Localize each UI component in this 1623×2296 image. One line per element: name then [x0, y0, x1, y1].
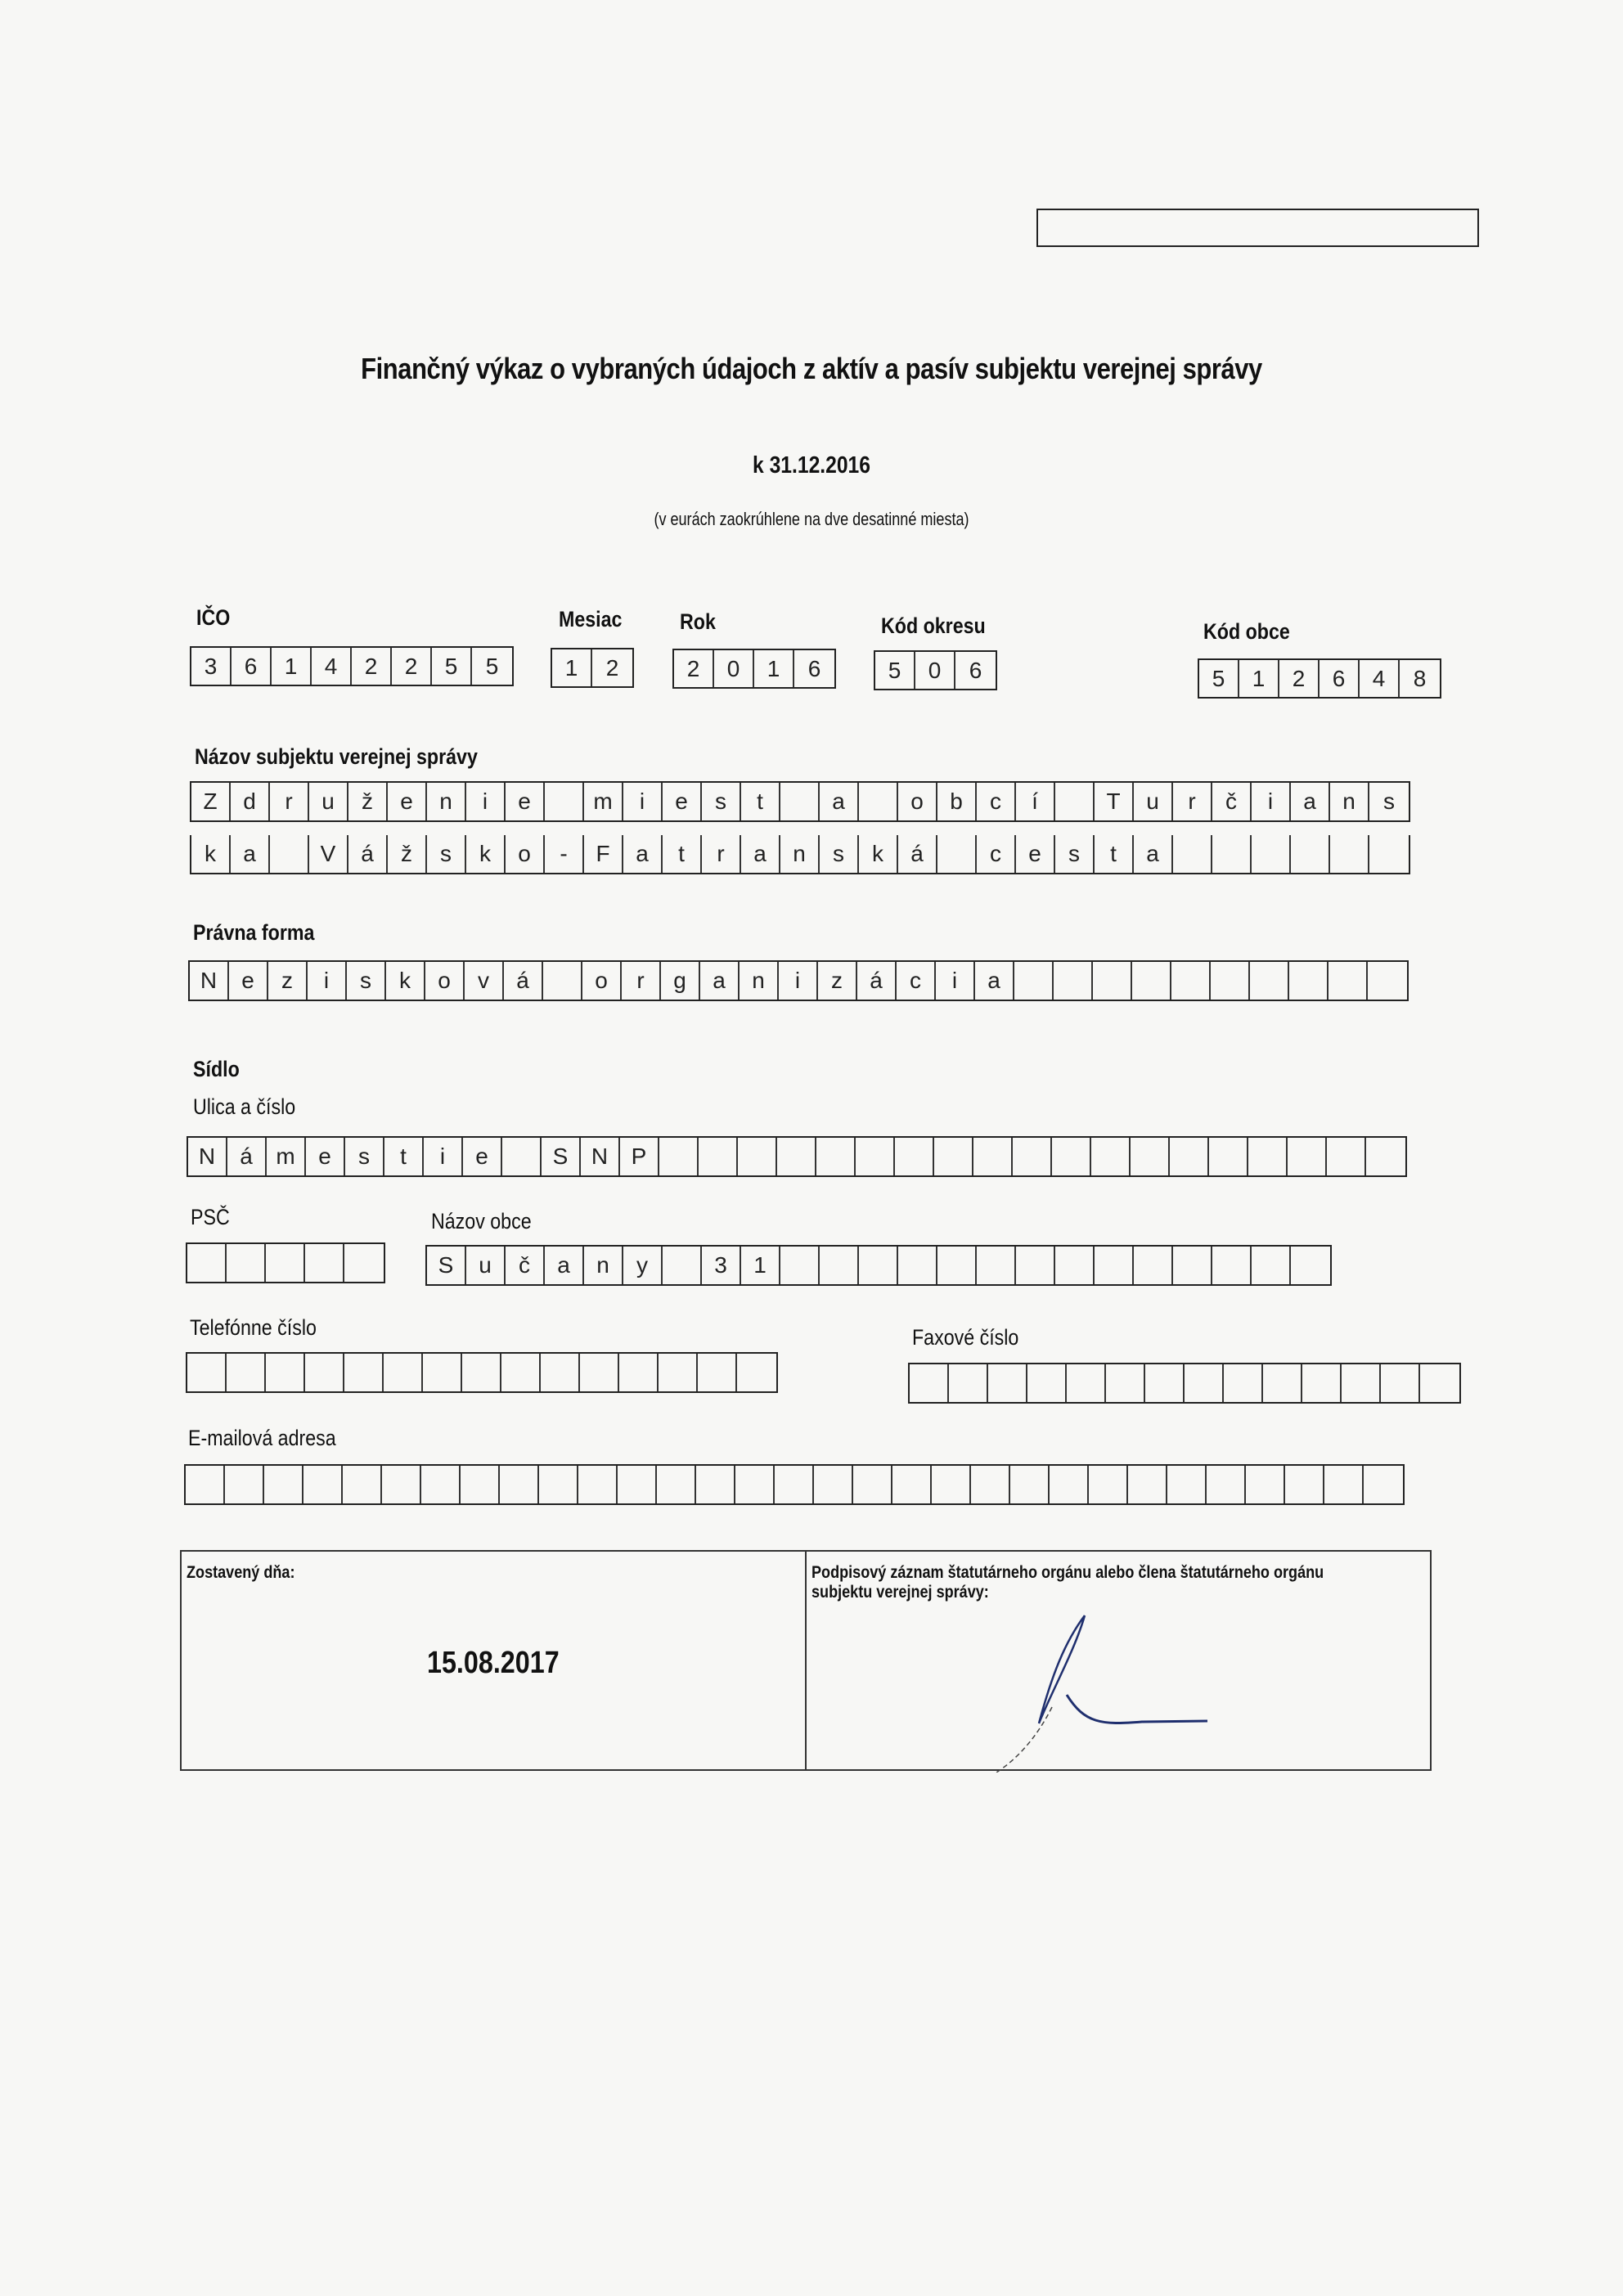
char-cell[interactable]: [618, 1466, 657, 1503]
char-cell[interactable]: [698, 1354, 737, 1391]
char-cell[interactable]: [501, 1354, 541, 1391]
char-cell[interactable]: [462, 1354, 501, 1391]
kod-obce-label: Kód obce: [1203, 619, 1290, 644]
char-cell[interactable]: [1014, 962, 1054, 1000]
fax-label: Faxové číslo: [912, 1325, 1019, 1350]
char-cell[interactable]: [187, 1354, 227, 1391]
char-cell[interactable]: i: [424, 1138, 463, 1175]
char-cell[interactable]: [853, 1466, 892, 1503]
char-cell[interactable]: [735, 1466, 775, 1503]
char-cell[interactable]: [1170, 1138, 1209, 1175]
char-cell[interactable]: [1173, 1247, 1212, 1284]
char-cell[interactable]: [1128, 1466, 1167, 1503]
char-cell[interactable]: d: [231, 783, 270, 820]
pravna-forma-field[interactable]: [188, 960, 1409, 1001]
char-cell[interactable]: [910, 1364, 949, 1402]
char-cell[interactable]: á: [857, 962, 897, 1000]
char-cell[interactable]: [1132, 962, 1171, 1000]
char-cell[interactable]: c: [977, 835, 1016, 873]
char-cell[interactable]: 2: [392, 648, 432, 685]
char-cell[interactable]: k: [466, 835, 506, 873]
char-cell[interactable]: [619, 1354, 659, 1391]
char-cell[interactable]: [1302, 1364, 1342, 1402]
char-cell[interactable]: [1055, 783, 1095, 820]
char-cell[interactable]: [384, 1354, 423, 1391]
char-cell[interactable]: 1: [272, 648, 312, 685]
char-cell[interactable]: [303, 1466, 343, 1503]
char-cell[interactable]: o: [506, 835, 545, 873]
char-cell[interactable]: [663, 1247, 702, 1284]
char-cell[interactable]: e: [229, 962, 268, 1000]
char-cell[interactable]: [1288, 1138, 1327, 1175]
char-cell[interactable]: s: [1383, 789, 1395, 814]
char-cell[interactable]: m: [267, 1138, 306, 1175]
char-cell[interactable]: [1091, 1138, 1131, 1175]
char-cell[interactable]: e: [663, 783, 702, 820]
char-cell[interactable]: [859, 783, 898, 820]
char-cell[interactable]: 6: [807, 655, 821, 681]
char-cell[interactable]: s: [820, 835, 859, 873]
compiled-date-cell: [182, 1552, 807, 1769]
char-cell[interactable]: [266, 1244, 305, 1282]
char-cell[interactable]: [305, 1244, 344, 1282]
char-cell[interactable]: b: [937, 783, 977, 820]
psc-label: PSČ: [191, 1205, 230, 1229]
nazov-field-row1[interactable]: [190, 781, 1410, 822]
rok-field[interactable]: [672, 649, 836, 689]
char-cell[interactable]: i: [308, 962, 347, 1000]
char-cell[interactable]: [1167, 1466, 1207, 1503]
char-cell[interactable]: [856, 1138, 895, 1175]
char-cell[interactable]: [780, 1247, 820, 1284]
char-cell[interactable]: P: [620, 1138, 659, 1175]
char-cell[interactable]: [545, 783, 584, 820]
char-cell[interactable]: [344, 1244, 384, 1282]
char-cell[interactable]: N: [581, 1138, 620, 1175]
char-cell[interactable]: [225, 1466, 264, 1503]
char-cell[interactable]: i: [466, 783, 506, 820]
char-cell[interactable]: a: [231, 835, 270, 873]
char-cell[interactable]: [1291, 1247, 1330, 1284]
char-cell[interactable]: y: [623, 1247, 663, 1284]
char-cell[interactable]: [1067, 1364, 1106, 1402]
char-cell[interactable]: k: [859, 835, 898, 873]
char-cell[interactable]: [1329, 962, 1368, 1000]
char-cell[interactable]: [777, 1138, 816, 1175]
char-cell[interactable]: [1134, 1247, 1173, 1284]
char-cell[interactable]: N: [188, 1138, 227, 1175]
char-cell[interactable]: [1381, 1364, 1420, 1402]
char-cell[interactable]: i: [623, 783, 663, 820]
char-cell[interactable]: ž: [388, 835, 427, 873]
char-cell[interactable]: [937, 835, 977, 873]
char-cell[interactable]: [264, 1466, 303, 1503]
email-field[interactable]: [184, 1464, 1405, 1505]
kod-okresu-field[interactable]: [874, 650, 997, 690]
char-cell[interactable]: [1420, 1364, 1459, 1402]
char-cell[interactable]: 4: [312, 648, 352, 685]
char-cell[interactable]: [1364, 1466, 1403, 1503]
podpis-label: Podpisový záznam štatutárneho orgánu alebo člena štatutárneho orgánu subjektu verejnej správy:: [812, 1563, 1324, 1602]
char-cell[interactable]: o: [898, 783, 937, 820]
char-cell[interactable]: 5: [485, 653, 499, 679]
char-cell[interactable]: [816, 1138, 856, 1175]
char-cell[interactable]: n: [584, 1247, 623, 1284]
char-cell[interactable]: [1095, 1247, 1134, 1284]
char-cell[interactable]: [187, 1244, 227, 1282]
char-cell[interactable]: 3: [191, 648, 232, 685]
char-cell[interactable]: v: [465, 962, 504, 1000]
ico-label: IČO: [196, 605, 231, 630]
char-cell[interactable]: ž: [348, 783, 388, 820]
char-cell[interactable]: [1330, 835, 1369, 873]
char-cell[interactable]: [1368, 962, 1407, 1000]
char-cell[interactable]: [1212, 835, 1252, 873]
char-cell[interactable]: [1016, 1247, 1055, 1284]
char-cell[interactable]: [1209, 1138, 1248, 1175]
currency-note: (v eurách zaokrúhlene na dve desatinné miesta): [654, 509, 969, 529]
char-cell[interactable]: z: [268, 962, 308, 1000]
char-cell[interactable]: a: [1291, 783, 1330, 820]
psc-field[interactable]: [186, 1242, 385, 1283]
char-cell[interactable]: [1093, 962, 1132, 1000]
char-cell[interactable]: [659, 1138, 699, 1175]
char-cell[interactable]: [1224, 1364, 1263, 1402]
char-cell[interactable]: [934, 1138, 973, 1175]
char-cell[interactable]: e: [463, 1138, 502, 1175]
char-cell[interactable]: a: [1134, 835, 1173, 873]
char-cell[interactable]: [988, 1364, 1027, 1402]
char-cell[interactable]: g: [661, 962, 700, 1000]
char-cell[interactable]: á: [227, 1138, 267, 1175]
char-cell[interactable]: [1013, 1138, 1052, 1175]
char-cell[interactable]: 1: [754, 650, 794, 687]
char-cell[interactable]: [973, 1138, 1013, 1175]
char-cell[interactable]: [949, 1364, 988, 1402]
obec-label: Názov obce: [431, 1209, 532, 1233]
char-cell[interactable]: [1185, 1364, 1224, 1402]
char-cell[interactable]: [305, 1354, 344, 1391]
char-cell[interactable]: s: [345, 1138, 384, 1175]
char-cell[interactable]: [1246, 1466, 1285, 1503]
telefon-label: Telefónne číslo: [190, 1315, 317, 1340]
char-cell[interactable]: [382, 1466, 421, 1503]
char-cell[interactable]: a: [700, 962, 740, 1000]
char-cell[interactable]: u: [466, 1247, 506, 1284]
char-cell[interactable]: [1327, 1138, 1366, 1175]
char-cell[interactable]: 5: [432, 648, 472, 685]
char-cell[interactable]: [1212, 1247, 1252, 1284]
handwritten-signature: [807, 1552, 1435, 1773]
char-cell[interactable]: [971, 1466, 1010, 1503]
char-cell[interactable]: [423, 1354, 462, 1391]
char-cell[interactable]: [898, 1247, 937, 1284]
char-cell[interactable]: i: [936, 962, 975, 1000]
char-cell[interactable]: t: [1095, 835, 1134, 873]
report-date: k 31.12.2016: [753, 452, 870, 479]
char-cell[interactable]: e: [388, 783, 427, 820]
char-cell[interactable]: [820, 1247, 859, 1284]
email-label: E-mailová adresa: [188, 1426, 336, 1450]
form-title: Finančný výkaz o vybraných údajoch z aktív a pasív subjektu verejnej správy: [361, 352, 1262, 385]
char-cell[interactable]: [737, 1354, 776, 1391]
zostaveny-label: Zostavený dňa:: [187, 1563, 295, 1582]
mesiac-label: Mesiac: [559, 607, 623, 631]
char-cell[interactable]: [1291, 835, 1330, 873]
char-cell[interactable]: [227, 1354, 266, 1391]
char-cell[interactable]: [937, 1247, 977, 1284]
signature-cell: [807, 1552, 1430, 1769]
char-cell[interactable]: [1342, 1364, 1381, 1402]
nazov-field-row2[interactable]: [190, 835, 1410, 874]
kod-okresu-label: Kód okresu: [881, 613, 986, 638]
char-cell[interactable]: a: [820, 783, 859, 820]
char-cell[interactable]: F: [584, 835, 623, 873]
char-cell[interactable]: 2: [352, 648, 392, 685]
char-cell[interactable]: [578, 1466, 618, 1503]
char-cell[interactable]: T: [1095, 783, 1134, 820]
char-cell[interactable]: 2: [674, 650, 714, 687]
char-cell[interactable]: [1248, 1138, 1288, 1175]
char-cell[interactable]: 6: [1320, 660, 1360, 697]
char-cell[interactable]: a: [741, 835, 780, 873]
char-cell[interactable]: [1289, 962, 1329, 1000]
nazov-label: Názov subjektu verejnej správy: [195, 744, 478, 769]
char-cell[interactable]: 2: [1279, 660, 1320, 697]
char-cell[interactable]: z: [818, 962, 857, 1000]
char-cell[interactable]: [696, 1466, 735, 1503]
pravna-forma-label: Právna forma: [193, 920, 315, 945]
char-cell[interactable]: e: [1016, 835, 1055, 873]
char-cell[interactable]: i: [779, 962, 818, 1000]
char-cell[interactable]: [859, 1247, 898, 1284]
char-cell[interactable]: [502, 1138, 542, 1175]
char-cell[interactable]: n: [427, 783, 466, 820]
mesiac-field[interactable]: [551, 648, 634, 688]
char-cell[interactable]: á: [348, 835, 388, 873]
char-cell[interactable]: [699, 1138, 738, 1175]
char-cell[interactable]: t: [663, 835, 702, 873]
char-cell[interactable]: á: [898, 835, 937, 873]
zostaveny-date: 15.08.2017: [427, 1646, 560, 1680]
char-cell[interactable]: [1173, 835, 1212, 873]
char-cell[interactable]: [1106, 1364, 1145, 1402]
char-cell[interactable]: [539, 1466, 578, 1503]
char-cell[interactable]: [932, 1466, 971, 1503]
char-cell[interactable]: [1366, 1138, 1405, 1175]
char-cell[interactable]: e: [506, 783, 545, 820]
rok-label: Rok: [680, 609, 716, 634]
char-cell[interactable]: [421, 1466, 461, 1503]
char-cell[interactable]: 1: [741, 1247, 780, 1284]
char-cell[interactable]: [1252, 1247, 1291, 1284]
char-cell[interactable]: S: [427, 1247, 466, 1284]
char-cell[interactable]: [657, 1466, 696, 1503]
signature-table: [180, 1550, 1432, 1771]
char-cell[interactable]: [500, 1466, 539, 1503]
char-cell[interactable]: 6: [232, 648, 272, 685]
char-cell[interactable]: 0: [714, 650, 754, 687]
char-cell[interactable]: [343, 1466, 382, 1503]
char-cell[interactable]: [659, 1354, 698, 1391]
char-cell[interactable]: č: [506, 1247, 545, 1284]
char-cell[interactable]: [1052, 1138, 1091, 1175]
kod-obce-field[interactable]: [1198, 658, 1441, 699]
char-cell[interactable]: [543, 962, 582, 1000]
char-cell[interactable]: e: [306, 1138, 345, 1175]
char-cell[interactable]: [186, 1466, 225, 1503]
char-cell[interactable]: í: [1016, 783, 1055, 820]
ulica-label: Ulica a číslo: [193, 1094, 296, 1119]
char-cell[interactable]: S: [542, 1138, 581, 1175]
char-cell[interactable]: r: [702, 835, 741, 873]
char-cell[interactable]: [270, 835, 309, 873]
char-cell[interactable]: [814, 1466, 853, 1503]
char-cell[interactable]: N: [190, 962, 229, 1000]
char-cell[interactable]: o: [425, 962, 465, 1000]
char-cell[interactable]: [541, 1354, 580, 1391]
char-cell[interactable]: [461, 1466, 500, 1503]
char-cell[interactable]: a: [623, 835, 663, 873]
char-cell[interactable]: n: [1330, 783, 1369, 820]
char-cell[interactable]: k: [386, 962, 425, 1000]
char-cell[interactable]: t: [741, 783, 780, 820]
char-cell[interactable]: r: [270, 783, 309, 820]
char-cell[interactable]: [227, 1244, 266, 1282]
char-cell[interactable]: [1369, 835, 1409, 873]
char-cell[interactable]: a: [545, 1247, 584, 1284]
char-cell[interactable]: 4: [1360, 660, 1400, 697]
char-cell[interactable]: [1010, 1466, 1050, 1503]
char-cell[interactable]: [977, 1247, 1016, 1284]
char-cell[interactable]: [1263, 1364, 1302, 1402]
char-cell[interactable]: -: [545, 835, 584, 873]
char-cell[interactable]: [1250, 962, 1289, 1000]
char-cell[interactable]: [580, 1354, 619, 1391]
char-cell[interactable]: V: [309, 835, 348, 873]
telefon-field[interactable]: [186, 1352, 778, 1393]
fax-field[interactable]: [908, 1363, 1461, 1404]
char-cell[interactable]: [1145, 1364, 1185, 1402]
char-cell[interactable]: n: [780, 835, 820, 873]
char-cell[interactable]: m: [584, 783, 623, 820]
char-cell[interactable]: Z: [191, 783, 231, 820]
char-cell[interactable]: á: [504, 962, 543, 1000]
char-cell[interactable]: a: [975, 962, 1014, 1000]
ulica-field[interactable]: [187, 1136, 1407, 1177]
char-cell[interactable]: [780, 783, 820, 820]
obec-field[interactable]: [425, 1245, 1332, 1286]
char-cell[interactable]: 6: [969, 657, 982, 683]
char-cell[interactable]: [1252, 835, 1291, 873]
char-cell[interactable]: t: [384, 1138, 424, 1175]
char-cell[interactable]: [1050, 1466, 1089, 1503]
char-cell[interactable]: s: [347, 962, 386, 1000]
char-cell[interactable]: 3: [702, 1247, 741, 1284]
char-cell[interactable]: [1131, 1138, 1170, 1175]
char-cell[interactable]: 5: [1199, 660, 1239, 697]
char-cell[interactable]: s: [1055, 835, 1095, 873]
char-cell[interactable]: [1054, 962, 1093, 1000]
char-cell[interactable]: r: [622, 962, 661, 1000]
char-cell[interactable]: č: [1212, 783, 1252, 820]
char-cell[interactable]: [266, 1354, 305, 1391]
char-cell[interactable]: s: [702, 783, 741, 820]
char-cell[interactable]: [1324, 1466, 1364, 1503]
char-cell[interactable]: [1027, 1364, 1067, 1402]
char-cell[interactable]: 0: [915, 652, 955, 689]
char-cell[interactable]: 2: [605, 654, 619, 681]
char-cell[interactable]: [1089, 1466, 1128, 1503]
char-cell[interactable]: i: [1252, 783, 1291, 820]
char-cell[interactable]: 8: [1413, 665, 1427, 691]
char-cell[interactable]: n: [740, 962, 779, 1000]
char-cell[interactable]: c: [897, 962, 936, 1000]
char-cell[interactable]: s: [427, 835, 466, 873]
char-cell[interactable]: k: [191, 835, 231, 873]
char-cell[interactable]: [775, 1466, 814, 1503]
char-cell[interactable]: [1055, 1247, 1095, 1284]
char-cell[interactable]: r: [1173, 783, 1212, 820]
ico-field[interactable]: [190, 646, 514, 686]
char-cell[interactable]: [1285, 1466, 1324, 1503]
char-cell[interactable]: 1: [1239, 660, 1279, 697]
char-cell[interactable]: 5: [875, 652, 915, 689]
char-cell[interactable]: [892, 1466, 932, 1503]
char-cell[interactable]: u: [1134, 783, 1173, 820]
char-cell[interactable]: [344, 1354, 384, 1391]
char-cell[interactable]: [1171, 962, 1211, 1000]
char-cell[interactable]: [895, 1138, 934, 1175]
char-cell[interactable]: [1207, 1466, 1246, 1503]
char-cell[interactable]: o: [582, 962, 622, 1000]
sidlo-label: Sídlo: [193, 1057, 240, 1081]
char-cell[interactable]: [738, 1138, 777, 1175]
char-cell[interactable]: [1211, 962, 1250, 1000]
char-cell[interactable]: 1: [552, 649, 592, 686]
registration-box: [1036, 209, 1479, 247]
char-cell[interactable]: c: [977, 783, 1016, 820]
char-cell[interactable]: u: [309, 783, 348, 820]
